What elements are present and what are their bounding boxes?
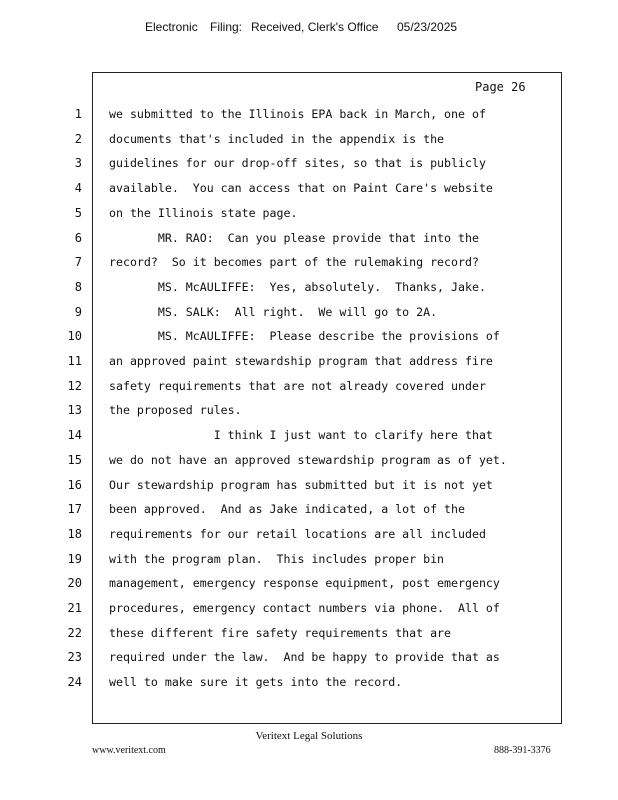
line-text: record? So it becomes part of the rulemaking record? — [109, 255, 479, 270]
line-number: 23 — [67, 650, 82, 665]
line-number: 4 — [74, 181, 82, 196]
transcript-line — [0, 478, 618, 503]
line-text: we do not have an approved stewardship program as of yet. — [109, 452, 507, 467]
transcript-line — [0, 527, 618, 552]
line-number: 13 — [67, 403, 82, 418]
line-text: required under the law. And be happy to provide that as — [109, 650, 500, 665]
footer-website[interactable]: www.veritext.com — [92, 745, 166, 756]
line-text: with the program plan. This includes proper bin — [109, 551, 445, 566]
header-electronic: Electronic — [145, 20, 198, 34]
line-text: MS. McAULIFFE: Yes, absolutely. Thanks, Jake. — [109, 279, 486, 294]
line-number: 8 — [74, 279, 82, 294]
line-text: available. You can access that on Paint Care's website — [109, 181, 493, 196]
transcript-line — [0, 502, 618, 527]
transcript-line — [0, 132, 618, 157]
line-number: 3 — [74, 156, 82, 171]
transcript-line — [0, 453, 618, 478]
line-number: 9 — [74, 304, 82, 319]
transcript-line — [0, 156, 618, 181]
line-number: 10 — [67, 329, 82, 344]
line-text: guidelines for our drop-off sites, so that is publicly — [109, 156, 486, 171]
line-text: on the Illinois state page. — [109, 205, 298, 220]
line-number: 2 — [74, 131, 82, 146]
line-text: the proposed rules. — [109, 403, 242, 418]
line-text: an approved paint stewardship program that address fire — [109, 354, 493, 368]
line-text: requirements for our retail locations are all included — [109, 526, 486, 541]
line-text: MS. McAULIFFE: Please describe the provisions of — [109, 329, 500, 344]
line-text: safety requirements that are not already covered under — [109, 378, 486, 393]
line-text: been approved. And as Jake indicated, a lot of the — [109, 502, 465, 517]
line-number: 24 — [67, 675, 82, 690]
line-number: 19 — [67, 551, 82, 566]
line-text: documents that's included in the appendix is the — [109, 131, 445, 146]
transcript-line — [0, 650, 618, 675]
line-number: 6 — [74, 230, 82, 245]
line-text: I think I just want to clarify here that — [109, 428, 493, 443]
header-filing: Filing: — [210, 20, 243, 34]
line-number: 16 — [67, 477, 82, 492]
transcript-line — [0, 206, 618, 231]
line-text: MR. RAO: Can you please provide that into the — [109, 230, 479, 245]
line-number: 7 — [74, 255, 82, 270]
footer-company: Veritext Legal Solutions — [255, 730, 363, 742]
line-text: we submitted to the Illinois EPA back in March, one of — [109, 107, 486, 121]
transcript-line — [0, 576, 618, 601]
line-number: 14 — [67, 428, 82, 443]
line-number: 22 — [67, 625, 82, 640]
transcript-line — [0, 354, 618, 379]
transcript-line — [0, 255, 618, 280]
transcript-line — [0, 601, 618, 626]
line-text: Our stewardship program has submitted but it is not yet — [109, 477, 493, 492]
transcript-line — [0, 107, 618, 132]
line-number: 20 — [67, 576, 82, 591]
transcript-line — [0, 280, 618, 305]
line-number: 5 — [74, 205, 82, 220]
line-text: management, emergency response equipment, post emergency — [109, 576, 500, 591]
transcript-line — [0, 379, 618, 404]
transcript-line — [0, 552, 618, 577]
line-number: 1 — [74, 107, 82, 121]
transcript-line — [0, 329, 618, 354]
line-number: 15 — [67, 452, 82, 467]
footer-phone: 888-391-3376 — [494, 745, 551, 756]
line-text: MS. SALK: All right. We will go to 2A. — [109, 304, 438, 319]
line-number: 21 — [67, 601, 82, 615]
line-text: well to make sure it gets into the record. — [109, 675, 403, 690]
transcript-line — [0, 403, 618, 428]
transcript-line — [0, 675, 618, 700]
line-number: 12 — [67, 378, 82, 393]
transcript-line — [0, 305, 618, 330]
line-number: 18 — [67, 526, 82, 541]
header-received: Received, Clerk's Office — [251, 20, 379, 34]
page-number: Page 26 — [475, 80, 526, 94]
line-number: 11 — [67, 354, 82, 368]
transcript-line — [0, 626, 618, 651]
filing-header — [0, 20, 618, 38]
transcript-line — [0, 231, 618, 256]
header-date: 05/23/2025 — [397, 20, 458, 34]
line-text: procedures, emergency contact numbers via phone. All of — [109, 601, 500, 615]
line-text: these different fire safety requirements that are — [109, 625, 452, 640]
transcript-line — [0, 428, 618, 453]
line-number: 17 — [67, 502, 82, 517]
transcript-line — [0, 181, 618, 206]
